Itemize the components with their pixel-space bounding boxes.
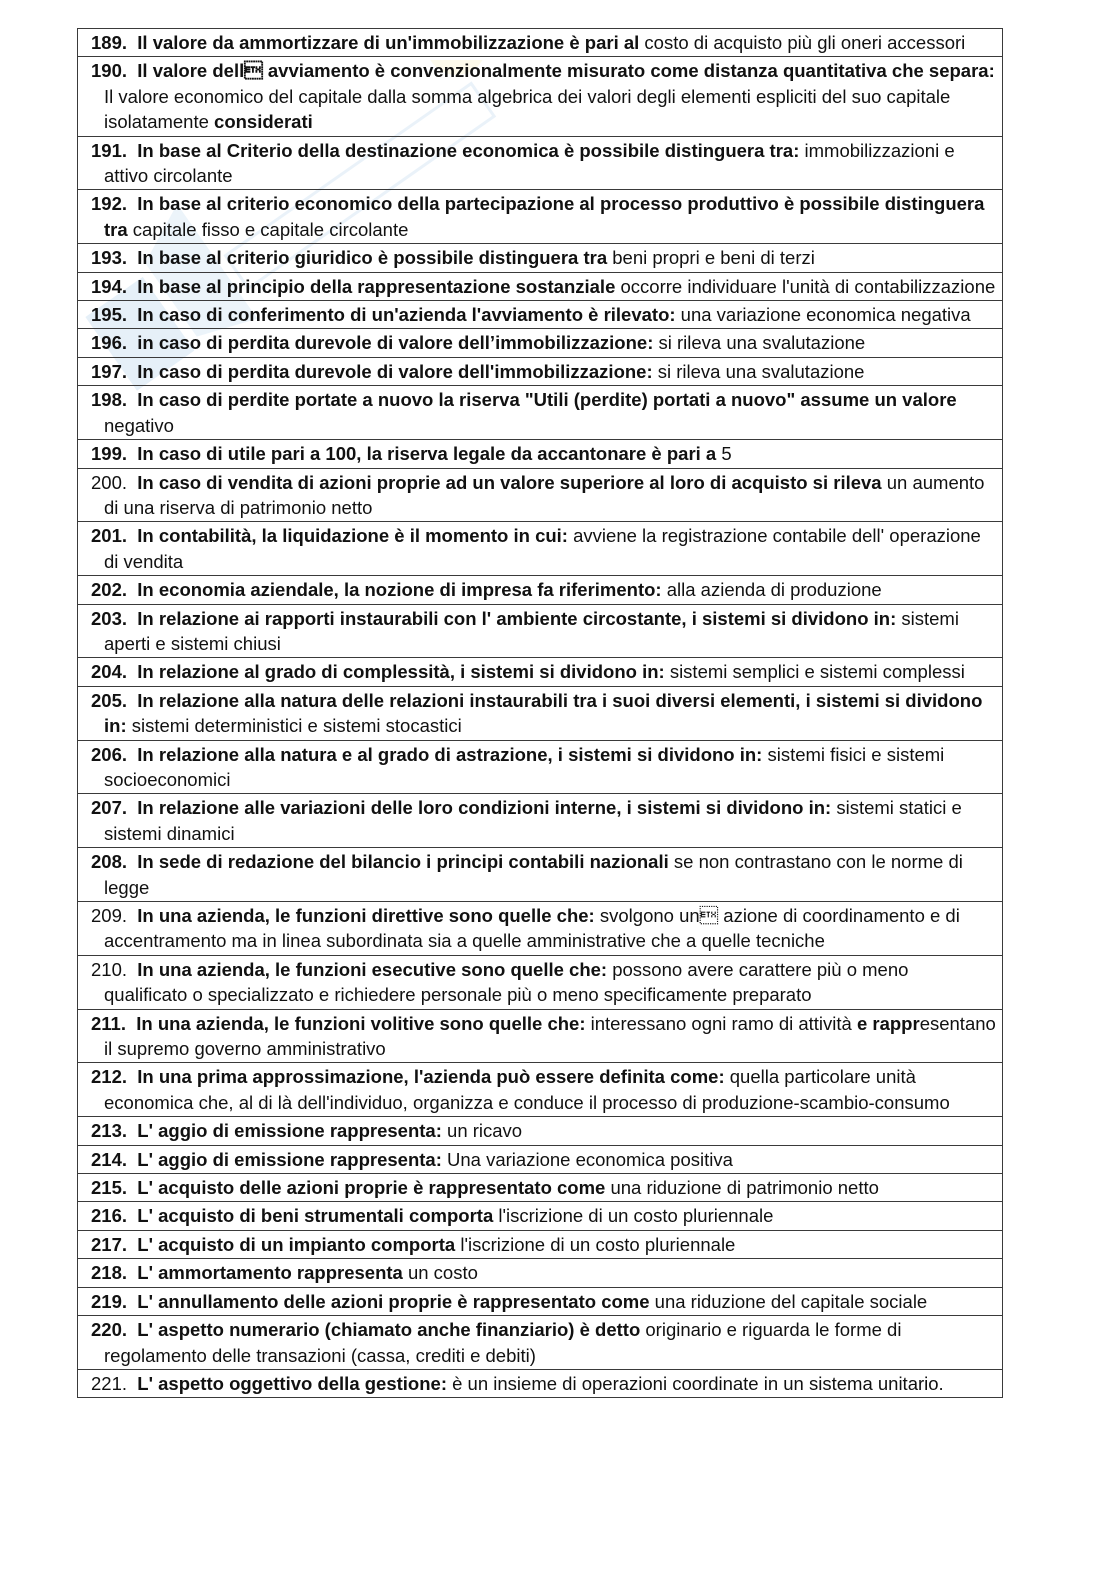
answer-text: un aumento di una riserva di patrimonio netto <box>104 471 985 518</box>
answer-text: costo di acquisto più gli oneri accessori <box>644 32 966 53</box>
answer-text: capitale fisso e capitale circolante <box>132 218 409 240</box>
qa-cell <box>78 1063 1003 1117</box>
answer-text: quella particolare unità economica che, al di là dell'individuo, organizza e conduce il processo di produzione-scambio-consumo <box>104 1066 950 1113</box>
qa-cell <box>78 740 1003 794</box>
qa-cell <box>78 522 1003 576</box>
table-row <box>78 301 1003 329</box>
question-text: In base al criterio giuridico è possibile distinguera tra <box>137 247 608 269</box>
qa-cell <box>78 794 1003 848</box>
item-number: 218. <box>91 1262 128 1284</box>
bold-tail-text: considerati <box>214 111 313 133</box>
answer-text-continued: esentano il supremo governo amministrativo <box>104 1012 996 1060</box>
item-number: 216. <box>91 1205 128 1227</box>
question-text: In contabilità, la liquidazione è il momento in cui: <box>137 525 568 547</box>
item-number: 194. <box>91 275 128 297</box>
answer-text: se non contrastano con le norme di legge <box>104 851 963 898</box>
table-row <box>78 1369 1003 1397</box>
table-row <box>78 1202 1003 1230</box>
item-number: 199. <box>91 443 128 465</box>
table-row <box>78 440 1003 468</box>
answer-text: una riduzione di patrimonio netto <box>610 1177 879 1199</box>
item-number: 219. <box>91 1290 128 1312</box>
table-row <box>78 522 1003 576</box>
answer-text: sistemi semplici e sistemi complessi <box>669 661 965 683</box>
item-number: 211. <box>91 1012 126 1034</box>
qa-cell <box>78 576 1003 604</box>
table-row <box>78 576 1003 604</box>
qa-cell <box>78 136 1003 190</box>
question-text: In relazione alle variazioni delle loro condizioni interne, i sistemi si dividono in: <box>137 797 832 819</box>
table-row <box>78 658 1003 686</box>
table-row <box>78 1230 1003 1258</box>
table-row <box>78 468 1003 522</box>
table-row <box>78 604 1003 658</box>
item-number: 210. <box>91 958 128 980</box>
answer-text: originario e riguarda le forme di regolamento delle transazioni (cassa, crediti e debiti) <box>104 1319 902 1366</box>
qa-cell <box>78 57 1003 136</box>
answer-text: Il valore economico del capitale dalla somma algebrica dei valori degli elementi espliciti del suo capitale isolatamente <box>104 85 951 133</box>
qa-cell <box>78 686 1003 740</box>
answer-text: una variazione economica negativa <box>680 304 971 326</box>
question-text: Il valore dell avviamento è convenzionalmente misurato come distanza quantitativa che separa: <box>137 60 995 82</box>
question-text: In relazione alla natura e al grado di astrazione, i sistemi si dividono in: <box>137 743 763 765</box>
table-row <box>78 244 1003 272</box>
table-row <box>78 902 1003 956</box>
question-text: In sede di redazione del bilancio i principi contabili nazionali <box>137 851 669 873</box>
answer-text: Una variazione economica positiva <box>447 1148 733 1170</box>
table-row <box>78 272 1003 300</box>
question-text: L' aspetto oggettivo della gestione: <box>137 1372 447 1394</box>
answer-text: si rileva una svalutazione <box>657 360 865 382</box>
answer-text: si rileva una svalutazione <box>658 332 866 354</box>
qa-cell <box>78 604 1003 658</box>
answer-text: sistemi aperti e sistemi chiusi <box>104 607 959 654</box>
qa-cell <box>78 386 1003 440</box>
question-text: L' aspetto numerario (chiamato anche finanziario) è detto <box>137 1319 641 1341</box>
answer-text: occorre individuare l'unità di contabilizzazione <box>620 275 996 297</box>
item-number: 189. <box>91 32 128 53</box>
question-text: L' acquisto delle azioni proprie è rappresentato come <box>137 1177 606 1199</box>
qa-cell <box>78 29 1003 57</box>
table-row <box>78 1009 1003 1063</box>
question-text: In relazione al grado di complessità, i sistemi si dividono in: <box>137 661 665 683</box>
qa-cell <box>78 1316 1003 1370</box>
item-number: 207. <box>91 797 128 819</box>
qa-cell <box>78 244 1003 272</box>
item-number: 191. <box>91 139 128 161</box>
item-number: 209. <box>91 905 128 926</box>
item-number: 205. <box>91 689 128 711</box>
answer-text: alla azienda di produzione <box>666 579 882 601</box>
question-text: L' ammortamento rappresenta <box>137 1262 403 1284</box>
table-row <box>78 329 1003 357</box>
table-row <box>78 686 1003 740</box>
item-number: 213. <box>91 1120 128 1142</box>
item-number: 208. <box>91 851 128 873</box>
qa-cell <box>78 440 1003 468</box>
qa-cell <box>78 1259 1003 1287</box>
answer-text: avviene la registrazione contabile dell' operazione di vendita <box>104 525 981 572</box>
qa-cell <box>78 1369 1003 1397</box>
table-row <box>78 740 1003 794</box>
qa-cell <box>78 902 1003 956</box>
item-number: 193. <box>91 247 128 269</box>
question-text: In una azienda, le funzioni volitive sono quelle che: <box>136 1012 586 1034</box>
answer-text: immobilizzazioni e attivo circolante <box>104 139 955 187</box>
item-number: 220. <box>91 1319 128 1341</box>
question-text: In relazione alla natura delle relazioni instaurabili tra i suoi diversi elementi, i sistemi si dividono in: <box>104 689 983 737</box>
question-text: In base al principio della rappresentazione sostanziale <box>137 275 616 297</box>
item-number: 221. <box>91 1372 128 1394</box>
qa-cell <box>78 329 1003 357</box>
item-number: 217. <box>91 1233 128 1255</box>
bold-tail-text: e rappr <box>856 1012 920 1034</box>
item-number: 198. <box>91 389 128 411</box>
item-number: 206. <box>91 743 128 765</box>
qa-cell <box>78 955 1003 1009</box>
table-row <box>78 794 1003 848</box>
answer-text: sistemi deterministici e sistemi stocastici <box>131 715 462 737</box>
table-row <box>78 848 1003 902</box>
table-row <box>78 1174 1003 1202</box>
table-row <box>78 1287 1003 1315</box>
item-number: 196. <box>91 332 128 354</box>
qa-cell <box>78 272 1003 300</box>
qa-cell <box>78 357 1003 385</box>
table-row <box>78 29 1003 57</box>
table-row <box>78 136 1003 190</box>
item-number: 203. <box>91 607 128 629</box>
answer-text: sistemi statici e sistemi dinamici <box>104 797 962 844</box>
answer-text: è un insieme di operazioni coordinate in un sistema unitario. <box>452 1372 944 1394</box>
qa-cell <box>78 301 1003 329</box>
answer-text: beni propri e beni di terzi <box>612 247 815 269</box>
answer-text: una riduzione del capitale sociale <box>654 1290 928 1312</box>
item-number: 212. <box>91 1066 128 1088</box>
question-text: In una prima approssimazione, l'azienda può essere definita come: <box>137 1066 725 1088</box>
answer-text: l'iscrizione di un costo pluriennale <box>460 1233 736 1255</box>
item-number: 204. <box>91 661 128 683</box>
question-text: in caso di perdita durevole di valore dell’immobilizzazione: <box>137 332 654 354</box>
qa-cell <box>78 1287 1003 1315</box>
answer-text: sistemi fisici e sistemi socioeconomici <box>104 743 945 790</box>
question-text: In una azienda, le funzioni esecutive sono quelle che: <box>137 958 608 980</box>
item-number: 215. <box>91 1177 128 1199</box>
answer-text: un ricavo <box>447 1120 523 1142</box>
question-text: In una azienda, le funzioni direttive sono quelle che: <box>137 905 595 926</box>
qa-table <box>77 28 1003 1398</box>
question-text: L' acquisto di beni strumentali comporta <box>137 1205 494 1227</box>
table-row <box>78 57 1003 136</box>
answer-text: l'iscrizione di un costo pluriennale <box>498 1205 774 1227</box>
answer-text: interessano ogni ramo di attività <box>590 1012 852 1034</box>
item-number: 214. <box>91 1148 128 1170</box>
qa-cell <box>78 1174 1003 1202</box>
item-number: 197. <box>91 360 128 382</box>
question-text: In base al Criterio della destinazione economica è possibile distinguera tra: <box>137 139 800 161</box>
question-text: L' annullamento delle azioni proprie è rappresentato come <box>137 1290 650 1312</box>
answer-text: negativo <box>104 414 174 436</box>
qa-sheet <box>77 28 1003 1398</box>
qa-cell <box>78 1009 1003 1063</box>
answer-text: un costo <box>407 1262 478 1284</box>
question-text: In caso di perdite portate a nuovo la riserva "Utili (perdite) portati a nuovo" assume un valore <box>137 389 957 411</box>
question-text: In relazione ai rapporti instaurabili con l' ambiente circostante, i sistemi si dividono in: <box>137 607 897 629</box>
table-row <box>78 1316 1003 1370</box>
question-text: In base al criterio economico della partecipazione al processo produttivo è possibile distinguera tra <box>104 193 985 240</box>
item-number: 201. <box>91 525 128 547</box>
table-row <box>78 386 1003 440</box>
qa-cell <box>78 848 1003 902</box>
question-text: In caso di utile pari a 100, la riserva legale da accantonare è pari a <box>137 443 717 465</box>
question-text: L' acquisto di un impianto comporta <box>137 1233 456 1255</box>
question-text: In caso di vendita di azioni proprie ad un valore superiore al loro di acquisto si rileva <box>137 471 882 493</box>
question-text: Il valore da ammortizzare di un'immobilizzazione è pari al <box>137 32 640 53</box>
table-row <box>78 1117 1003 1145</box>
item-number: 200. <box>91 471 128 493</box>
table-row <box>78 1145 1003 1173</box>
table-row <box>78 1063 1003 1117</box>
qa-cell <box>78 468 1003 522</box>
answer-text: svolgono un azione di coordinamento e di accentramento ma in linea subordinata sia a quelle amministrative che a quelle tecniche <box>104 905 960 952</box>
answer-text: 5 <box>721 443 732 465</box>
table-row <box>78 1259 1003 1287</box>
qa-cell <box>78 1145 1003 1173</box>
answer-text: possono avere carattere più o meno qualificato o specializzato e richiedere personale più o meno specificamente preparato <box>104 958 909 1006</box>
qa-cell <box>78 1117 1003 1145</box>
qa-cell <box>78 1230 1003 1258</box>
qa-cell <box>78 1202 1003 1230</box>
qa-cell <box>78 190 1003 244</box>
item-number: 192. <box>91 193 128 215</box>
question-text: L' aggio di emissione rappresenta: <box>137 1120 442 1142</box>
question-text: In caso di conferimento di un'azienda l'avviamento è rilevato: <box>137 304 676 326</box>
item-number: 202. <box>91 579 128 601</box>
table-row <box>78 955 1003 1009</box>
table-row <box>78 190 1003 244</box>
item-number: 190. <box>91 60 128 82</box>
question-text: In caso di perdita durevole di valore dell'immobilizzazione: <box>137 360 653 382</box>
question-text: L' aggio di emissione rappresenta: <box>137 1148 442 1170</box>
qa-cell <box>78 658 1003 686</box>
question-text: In economia aziendale, la nozione di impresa fa riferimento: <box>137 579 662 601</box>
table-row <box>78 357 1003 385</box>
item-number: 195. <box>91 304 128 326</box>
